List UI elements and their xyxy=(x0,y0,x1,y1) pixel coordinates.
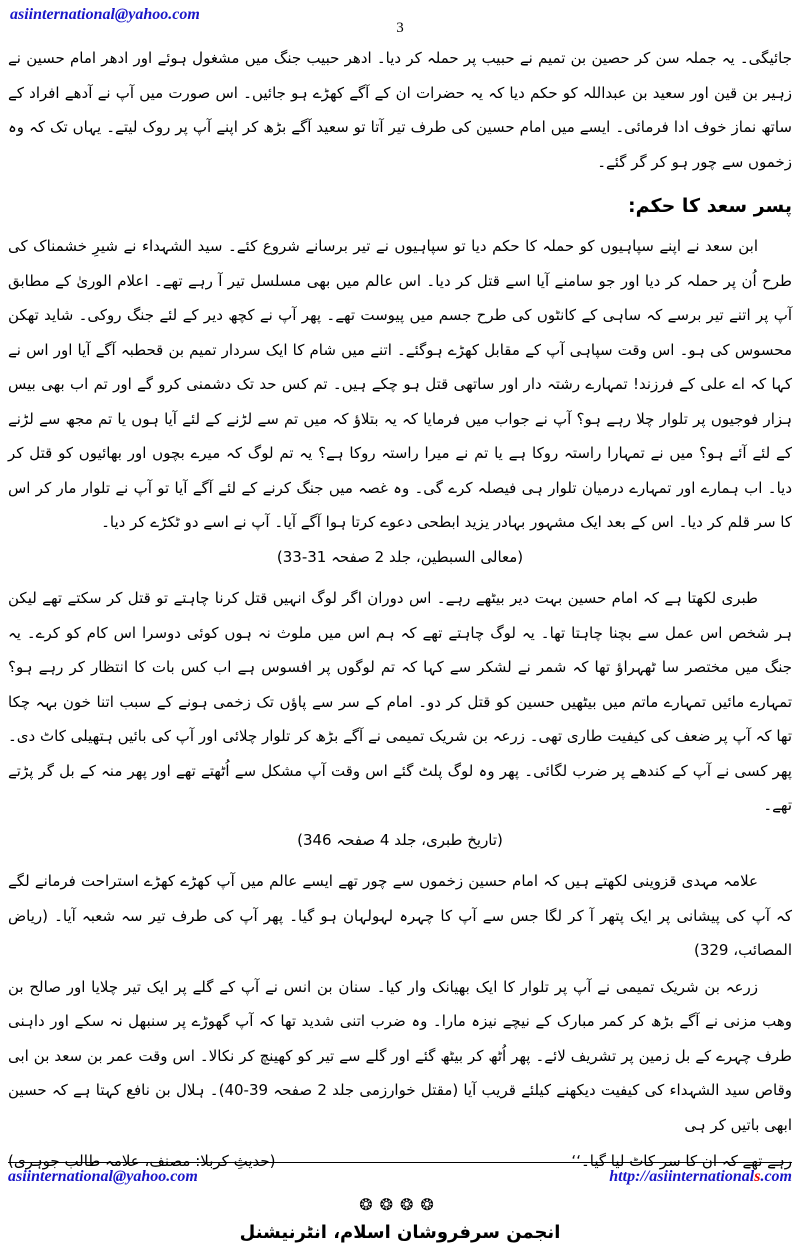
paragraph-final-tail: رہے تھے کہ ان کا سر کاٹ لیا گیا۔‘‘ xyxy=(571,1152,792,1171)
footer-url-suffix[interactable]: .com xyxy=(760,1168,792,1185)
ornament-divider: ❂❂❂❂ xyxy=(359,1194,441,1214)
paragraph-continuation: جائیگی۔ یہ جملہ سن کر حصین بن تمیم نے حبیب پر حملہ کر دیا۔ ادھر حبیب جنگ میں مشغول ہوئے اور ادھر امام حسین نے زہیر بن قین اور سعید بن عبداللہ کو حکم دیا کہ یہ حضرات ان کے آگے کھڑے ہو جائیں۔ اس صورت میں آپ نے آدھے افراد کے ساتھ نماز خوف ادا فرمائی۔ ایسے میں امام حسین کی طرف تیر آتا تو سعید آگے بڑھ کر اپنے آپ پر روک لیتے۔ یہاں تک کہ وہ زخموں سے چور ہو کر گر گئے۔ xyxy=(8,49,792,171)
footer-email-link[interactable]: asiinternational@yahoo.com xyxy=(8,1168,198,1185)
footer-links-row xyxy=(8,1168,792,1186)
page-number: 3 xyxy=(396,20,404,36)
section-heading-pisar-saad-ka-hukm: پسر سعد کا حکم: xyxy=(628,195,792,217)
paragraph-final-wounds: زرعہ بن شریک تمیمی نے آپ پر تلوار کا ایک بھیانک وار کیا۔ سنان بن انس نے آپ کے گلے پر ایک تیر چلایا اور صالح بن وھب مزنی نے آگے بڑھ کر کمر مبارک کے نیچے نیزہ مارا۔ وہ ضرب اتنی شدید تھا کہ آپ گھوڑے پر سنبھل نہ سکے اور داہنی طرف چہرے کے بل زمین پر تشریف لائے۔ پھر اُٹھ کر بیٹھ گئے اور گلے سے تیر کو کھینچ کر نکالا۔ اس وقت عمر بن سعد بن ابی وقاص سید الشہداء کی کیفیت دیکھنے کیلئے قریب آیا (مقتل خوارزمی جلد 2 صفحہ 39-40)۔ ہلال بن نافع کہتا ہے کہ حسین ابھی باتیں کر ہی xyxy=(8,977,793,1134)
footer-divider-line xyxy=(8,1162,792,1163)
footer-url-link[interactable] xyxy=(609,1168,792,1186)
paragraph-qazvini-account: علامہ مہدی قزوینی لکھتے ہیں کہ امام حسین زخموں سے چور تھے ایسے عالم میں آپ کھڑے کھڑے استراحت فرمانے لگے کہ آپ کی پیشانی پر ایک پتھر آ کر لگا جس سے آپ کا چہرہ لہولہان ہو گیا۔ پھر آپ کی طرف تیر سہ شعبہ آیا۔ (ریاض المصائب، 329) xyxy=(8,872,792,960)
organization-title: انجمن سرفروشان اسلام، انٹرنیشنل xyxy=(239,1221,561,1243)
paragraph-tabari-account: طبری لکھتا ہے کہ امام حسین بہت دیر بیٹھے رہے۔ اس دوران اگر لوگ انہیں قتل کرنا چاہتے تو قتل کر سکتے تھے لیکن ہر شخص اس عمل سے بچنا چاہتا تھا۔ یہ لوگ چاہتے تھے کہ ہم اس میں ملوث نہ ہوں کوئی دوسرا اس کام کو کرے۔ یہ جنگ میں مختصر سا ٹھہراؤ تھا کہ شمر نے لشکر سے کہا کہ تم لوگوں پر افسوس ہے اب کس بات کا انتظار کر رہے ہو؟ تمہارے مائیں تمہارے ماتم میں بیٹھیں حسین کو قتل کر دو۔ امام کے سر سے پاؤں تک زخمی ہونے کے سبب اتنا خون بہہ چکا تھا کہ آپ پر ضعف کی کیفیت طاری تھی۔ زرعہ بن شریک تمیمی نے آگے بڑھ کر تلوار چلائی اور آپ کی بائیں ہتھیلی کاٹ دی۔ پھر کسی نے آپ کے کندھے پر ضرب لگائی۔ پھر وہ لوگ پلٹ گئے اس وقت آپ مشکل سے اُٹھتے تھے اور پھر منہ کے بل گر پڑتے تھے۔ xyxy=(8,589,792,815)
footer-url-highlight-letter[interactable]: s xyxy=(754,1168,761,1185)
citation-maali-sibtain: (معالی السبطین، جلد 2 صفحہ 31-33) xyxy=(276,547,524,566)
book-attribution: (حدیثِ کربلا: مصنف، علامہ طالب جوہری) xyxy=(8,1152,276,1171)
page-header xyxy=(8,4,792,37)
page-footer xyxy=(8,1162,792,1186)
paragraph-ibn-saad-attack: ابن سعد نے اپنے سپاہیوں کو حملہ کا حکم دیا تو سپاہیوں نے تیر برسانے شروع کئے۔ سید الشہداء نے شیرِ خشمناک کی طرح اُن پر حملہ کر دیا اور جو سامنے آیا اسے قتل کر دیا۔ اس عالم میں بھی مسلسل تیر آ رہے تھے۔ اعلام الوریٰ کے مطابق آپ پر اتنے تیر برسے کہ ساہی کے کانٹوں کی طرح جسم میں پیوست تھے۔ پھر آپ نے کچھ دیر کے لئے جنگ روکی۔ شاید تھکن محسوس کی ہو۔ اس وقت سپاہی آپ کے مقابل کھڑے ہوگئے۔ اتنے میں شام کا ایک سردار تمیم بن قحطبہ آگے آیا اور اس نے کہا کہ اے علی کے فرزند! تمہارے رشتہ دار اور ساتھی قتل ہو چکے ہیں۔ تم کس حد تک دشمنی کرو گے اور تم اب بھی بیس ہزار فوجیوں پر تلوار چلا رہے ہو؟ آپ نے جواب میں فرمایا کہ یہ بتلاؤ کہ میں تم سے لڑنے کے لئے آیا ہوں یا تم مجھ سے لڑنے کے لئے آئے ہو؟ میں نے تمہارا راستہ روکا ہے یا تم نے میرا راستہ روکا ہے؟ یہ تم لوگ کہ میرے بچوں اور بھائیوں کو قتل کر دیا۔ اب ہمارے اور تمہارے درمیان تلوار ہی فیصلہ کرے گی۔ وہ غصہ میں جنگ کرنے کے لئے آگے آیا تو آپ نے تلوار مار کر اس کا سر قلم کر دیا۔ اس کے بعد ایک مشہور بہادر یزید ابطحی دعوے کرتا ہوا آگے آیا۔ آپ نے اسے دو ٹکڑے کر دیا۔ xyxy=(8,237,792,532)
document-body xyxy=(8,41,792,1243)
header-email-link[interactable]: asiinternational@yahoo.com xyxy=(10,6,200,23)
footer-url-prefix[interactable]: http://asiinternational xyxy=(609,1168,755,1185)
citation-tarikh-tabari: (تاریخ طبری، جلد 4 صفحہ 346) xyxy=(297,830,503,849)
